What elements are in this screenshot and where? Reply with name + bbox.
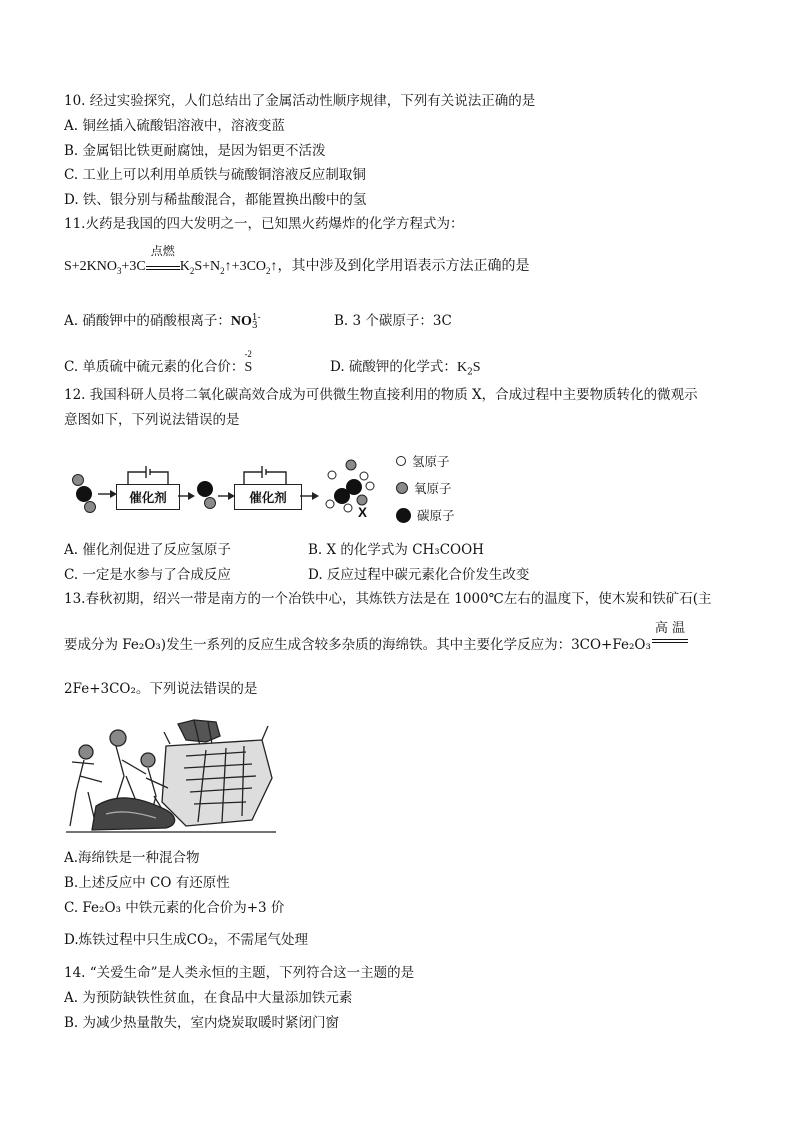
q11-option-c (64, 349, 253, 377)
catalyst-box-1: 催化剂 (116, 484, 180, 510)
ion-charge: 1- (251, 312, 261, 323)
formula-part: S (472, 360, 481, 375)
q13-option-d: D.炼铁过程中只生成CO₂，不需尾气处理 (64, 932, 308, 948)
option-label: D. 硫酸钾的化学式： (330, 359, 457, 375)
q14-option-b: B. 为减少热量散失，室内烧炭取暖时紧闭门窗 (64, 1015, 340, 1031)
iron-smelting-illustration (66, 716, 276, 834)
q13-option-c: C. Fe₂O₃ 中铁元素的化合价为+3 价 (64, 900, 285, 916)
q13-stem-line1: 13.春秋初期，绍兴一带是南方的一个冶铁中心，其炼铁方法是在 1000℃左右的温度下，使木炭和铁矿石(主 (64, 591, 712, 607)
option-label: A. 硝酸钾中的硝酸根离子： (64, 313, 231, 329)
legend-label: 氧原子 (414, 481, 452, 496)
q14-stem: 14. “关爱生命”是人类永恒的主题，下列符合这一主题的是 (64, 965, 415, 981)
legend-label: 碳原子 (417, 508, 455, 523)
eq-part: ↑，其中涉及到化学用语表示方法正确的是 (270, 259, 530, 274)
q10-option-c: C. 工业上可以利用单质铁与硫酸铜溶液反应制取铜 (64, 167, 366, 183)
co2-molecule (73, 475, 96, 513)
oxygen-atom-icon (396, 482, 408, 494)
formula-part: K (456, 360, 468, 375)
q11-option-a: A. 硝酸钾中的硝酸根离子：NO 1- 3 (64, 312, 261, 331)
q12-option-a: A. 催化剂促进了反应氢原子 (64, 542, 231, 558)
carbon-atom-icon (396, 508, 411, 523)
legend-hydrogen (396, 452, 450, 470)
q11-option-d: D. 硫酸钾的化学式：$K_2S$ (330, 359, 481, 378)
reaction-condition (146, 244, 180, 270)
x-label: X (358, 505, 368, 520)
q10-option-d: D. 铁、银分别与稀盐酸混合，都能置换出酸中的氢 (64, 192, 367, 208)
q12-option-c: C. 一定是水参与了合成反应 (64, 567, 231, 583)
legend-label: 氢原子 (412, 454, 450, 469)
q13-stem-line3: 2Fe+3CO₂。下列说法错误的是 (64, 681, 258, 697)
eq-part: +3C (121, 259, 146, 274)
q10-option-b: B. 金属铝比铁更耐腐蚀，是因为铝更不活泼 (64, 143, 326, 159)
q11-option-b: B. 3 个碳原子：3C (334, 313, 452, 329)
condition-text: 高 温 (654, 621, 686, 636)
eq-part: ↑+3CO (224, 259, 267, 274)
element-symbol: S (244, 360, 253, 375)
q11-stem: 11.火药是我国的四大发明之一，已知黑火药爆炸的化学方程式为： (64, 216, 464, 232)
condition-text: 点燃 (150, 244, 175, 258)
atom-legend (396, 452, 486, 532)
q12-stem-line1: 12. 我国科研人员将二氧化碳高效合成为可供微生物直接利用的物质 X，合成过程中主要物质转化的微观示 (64, 387, 698, 403)
q13-option-b: B.上述反应中 CO 有还原性 (64, 875, 230, 891)
co-molecule (197, 481, 216, 509)
legend-oxygen (396, 479, 452, 497)
q13-reaction-condition (652, 622, 688, 643)
q12-option-d: D. 反应过程中碳元素化合价发生改变 (308, 567, 530, 583)
q13-option-a: A.海绵铁是一种混合物 (64, 850, 200, 866)
q11-equation: $S+2KNO_3+3C$ 点燃 $K_2S+N_2↑+3CO_2↑$，其中涉及到化学用语表示方法正确的是 (64, 244, 530, 276)
eq-part: S+N (194, 259, 221, 274)
legend-carbon (396, 506, 455, 524)
q10-option-a: A. 铜丝插入硫酸铝溶液中，溶液变蓝 (64, 118, 285, 134)
eq-part: S+2KNO (64, 259, 118, 274)
ion-formula: NO (230, 314, 252, 329)
q13-stem-line2: 要成分为 Fe₂O₃)发生一系列的反应生成含较多杂质的海绵铁。其中主要化学反应为：3CO+Fe₂O₃ (64, 637, 651, 653)
option-label: C. 单质硫中硫元素的化合价： (64, 359, 245, 375)
valence: -2 (244, 349, 252, 359)
eq-part: K (179, 259, 190, 274)
q12-stem-line2: 意图如下，下列说法错误的是 (64, 412, 240, 428)
q10-stem: 10. 经过实验探究，人们总结出了金属活动性顺序规律，下列有关说法正确的是 (64, 93, 536, 109)
q12-option-b: B. X 的化学式为 CH₃COOH (308, 542, 484, 558)
q14-option-a: A. 为预防缺铁性贫血，在食品中大量添加铁元素 (64, 990, 353, 1006)
catalyst-box-2: 催化剂 (234, 484, 302, 510)
hydrogen-atom-icon (396, 456, 406, 466)
